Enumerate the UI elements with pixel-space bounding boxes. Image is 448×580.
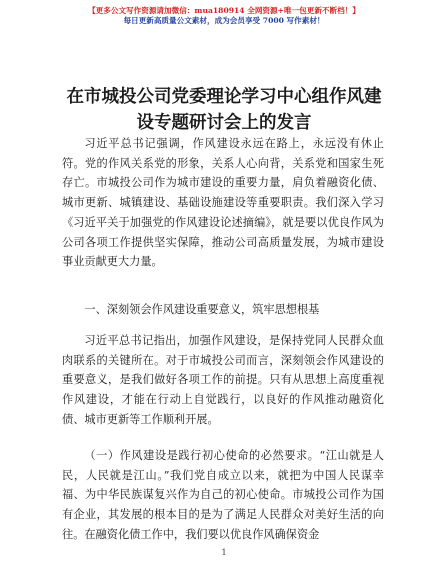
paragraph-subsection: （一）作风建设是践行初心使命的必然要求。“江山就是人民，人民就是江山。”我们党自成立以来，就把为中国人民谋幸福、为中华民族谋复兴作为自己的初心使命。市城投公司作为国有企业，其发展的根本目的是为了满足人民群众对美好生活的向往。在融资化债工作中，我们要以优良作风确保资金 xyxy=(62,449,384,541)
body-section-two xyxy=(62,331,384,430)
banner-line-blue: 每日更新高质量公文素材，成为会员享受 7000 写作素材！ xyxy=(123,16,325,25)
paragraph-intro: 习近平总书记强调，作风建设永远在路上，永远没有休止符。党的作风关系党的形象，关系人心向背，关系党和国家生死存亡。市城投公司作为城市建设的重要力量，肩负着融资化债、城市更新、城镇建设、基础设施建设等重要职责。我们深入学习《习近平关于加强党的作风建设论述摘编》，就是要以优良作风为公司各项工作提供坚实保障，推动公司高质量发展，为城市建设事业贡献更大力量。 xyxy=(62,137,384,269)
paragraph-body: 习近平总书记指出，加强作风建设，是保持党同人民群众血肉联系的关键所在。对于市城投公司而言，深刻领会作风建设的重要意义，是我们做好各项工作的前提。只有从思想上高度重视作风建设，才能在行动上自觉践行，以良好的作风推动融资化债、城市更新等工作顺利开展。 xyxy=(62,334,384,426)
body-section-one xyxy=(62,300,384,320)
section-heading: 一、深刻领会作风建设重要意义，筑牢思想根基 xyxy=(84,303,320,316)
banner-line-red: 【更多公文写作资源请加微信：mua180914 全网资源+唯一包更新不断档！】 xyxy=(88,6,360,15)
body-section-three xyxy=(62,446,384,545)
header-banner xyxy=(0,6,448,26)
body-section-intro xyxy=(62,134,384,272)
document-title: 在市城投公司党委理论学习中心组作风建设专题研讨会上的发言 xyxy=(66,87,382,133)
page-number: 1 xyxy=(221,548,227,557)
